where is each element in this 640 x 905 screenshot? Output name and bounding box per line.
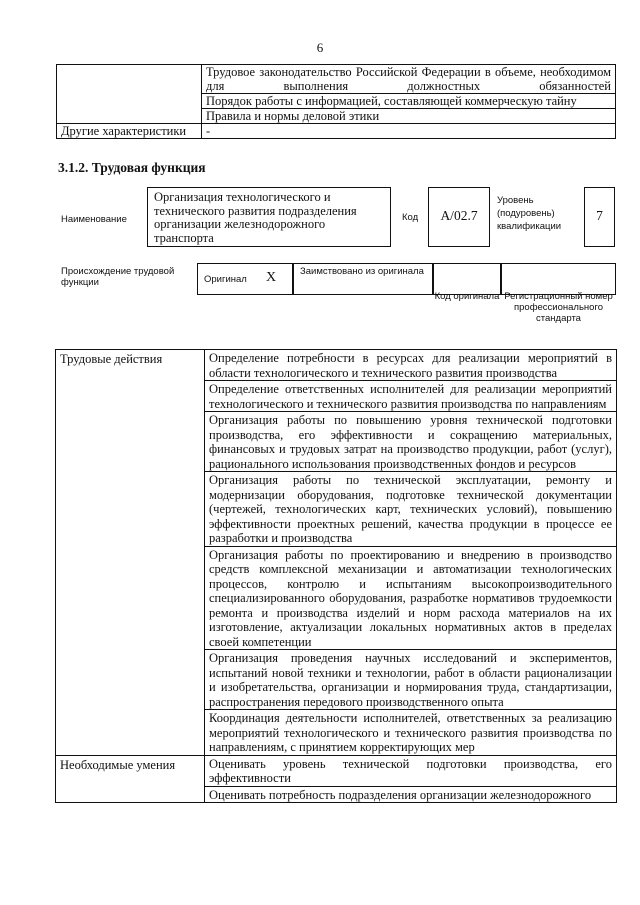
action-item: Организация работы по повышению уровня технической подготовки производства, его эффективности и сокращению материальных, финансовых и трудовых затрат на производство продукции, работ (услуг), рационального использования производственных фондов и ресурсов [205, 412, 617, 472]
action-item: Определение ответственных исполнителей для реализации мероприятий технологического и технического развития производства по направлениям [205, 381, 617, 412]
labor-function-table [55, 349, 617, 803]
original-mark: X [266, 270, 277, 285]
category-cell: Другие характеристики [57, 124, 202, 139]
original-label: Оригинал [204, 274, 247, 285]
requirement-item: Порядок работы с информацией, составляющей коммерческую тайну [202, 94, 616, 109]
code-original-label: Код оригинала [434, 291, 500, 302]
requirement-item: - [202, 124, 616, 139]
requirement-item: Трудовое законодательство Российской Федерации в объеме, необходимом для выполнения должностных обязанностей [202, 65, 616, 94]
action-item: Организация работы по технической эксплуатации, ремонту и модернизации оборудования, подготовке технической документации (чертежей, технологических карт, технических условий), повышению эффективности проектных решений, качества продукции в процессе ее разработки и производства [205, 472, 617, 547]
reg-number-label: Регистрационный номер профессионального стандарта [504, 291, 613, 324]
skill-item: Оценивать уровень технической подготовки производства, его эффективности [205, 755, 617, 786]
top-continuation-table [56, 64, 616, 139]
category-cell [57, 65, 202, 124]
section-title: 3.1.2. Трудовая функция [58, 160, 206, 175]
origin-label: Происхождение трудовой функции [61, 266, 175, 288]
action-item: Организация работы по проектированию и внедрению в производство средств комплексной механизации и автоматизации технологических процессов, контролю и испытаниям высокопроизводительного специализированного оборудования, разработке нормативов трудоемкости ремонта и производства изделий и норм расхода материалов на их изготовление, актуализации локальных нормативных актов в пределах своей компетенции [205, 546, 617, 650]
level-label: Уровень (подуровень) квалификации [497, 195, 562, 232]
qualification-level: 7 [584, 187, 615, 247]
requirement-item: Правила и нормы деловой этики [202, 109, 616, 124]
table-row [57, 65, 616, 94]
actions-label: Трудовые действия [56, 350, 205, 756]
action-item: Координация деятельности исполнителей, ответственных за реализацию мероприятий технологического и технического развития производства по направлениям, с принятием корректирующих мер [205, 710, 617, 756]
action-item: Определение потребности в ресурсах для реализации мероприятий в области технологического и технического развития производства [205, 350, 617, 381]
skill-item: Оценивать потребность подразделения организации железнодорожного [205, 786, 617, 803]
table-row [56, 755, 617, 786]
skills-label: Необходимые умения [56, 755, 205, 803]
table-row [56, 350, 617, 381]
table-row [57, 124, 616, 139]
code-label: Код [402, 212, 419, 223]
page-number: 6 [316, 40, 324, 55]
name-label: Наименование [61, 214, 127, 225]
function-code: A/02.7 [428, 187, 490, 247]
action-item: Организация проведения научных исследований и экспериментов, испытаний новой техники и технологии, работ в области рационализации и изобретательства, организации и нормирования труда, стандартизации, распространения передового производственного опыта [205, 650, 617, 710]
borrowed-label: Заимствовано из оригинала [300, 266, 424, 277]
function-name: Организация технологического и технического развития подразделения организации железнодорожного транспорта [147, 187, 391, 247]
